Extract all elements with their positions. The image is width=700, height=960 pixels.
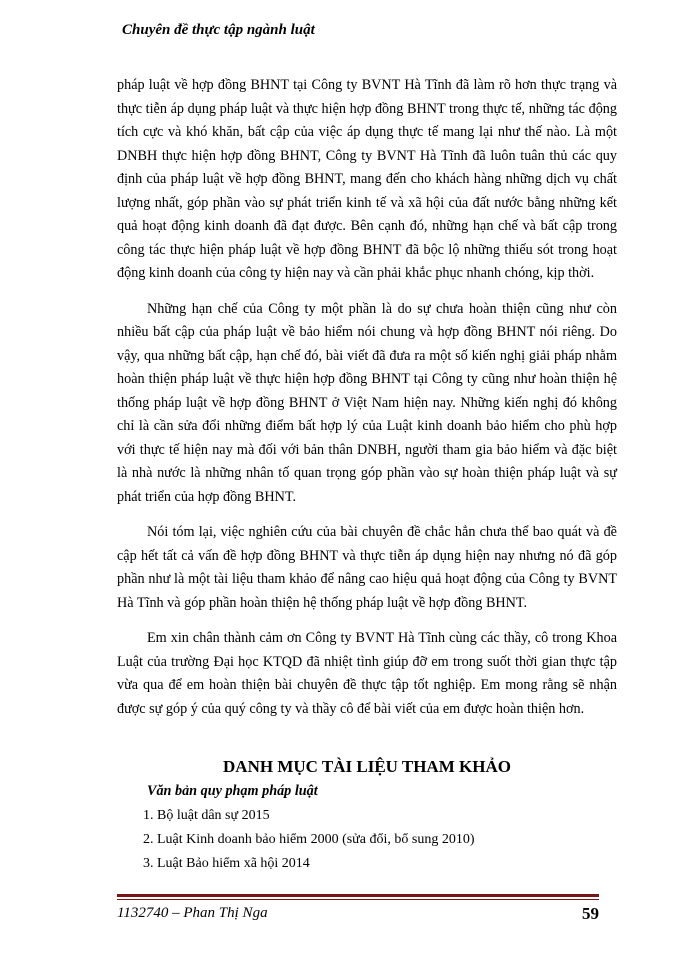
- references-list: [143, 804, 475, 876]
- footer-author: 1132740 – Phan Thị Nga: [117, 905, 268, 921]
- reference-item: 3. Luật Bảo hiểm xã hội 2014: [143, 856, 310, 871]
- body-text: [117, 74, 617, 733]
- paragraph: Nói tóm lại, việc nghiên cứu của bài chuyên đề chắc hẳn chưa thể bao quát và đề cập hết tất cả vấn đề hợp đồng BHNT và thực tiễn áp dụng hiện nay nhưng nó đã góp phần như là một tài liệu tham khảo để nâng cao hiệu quả hoạt động của Công ty BVNT Hà Tĩnh và góp phần hoàn thiện hệ thống pháp luật về hợp đồng BHNT.: [117, 524, 617, 611]
- reference-item: 1. Bộ luật dân sự 2015: [143, 808, 270, 823]
- footer-rule-thick: [117, 894, 599, 897]
- page-header: Chuyên đề thực tập ngành luật: [122, 22, 315, 38]
- references-subtitle: Văn bản quy phạm pháp luật: [147, 783, 318, 799]
- paragraph: Những hạn chế của Công ty một phần là do sự chưa hoàn thiện cũng như còn nhiều bất cập của pháp luật về bảo hiểm nói chung và hợp đồng BHNT nói riêng. Do vậy, qua những bất cập, hạn chế đó, bài viết đã đưa ra một số kiến nghị giải pháp nhằm hoàn thiện pháp luật về thực hiện hợp đồng BHNT tại Công ty cũng như hoàn thiện hệ thống pháp luật về hợp đồng BHNT ở Việt Nam hiện nay. Những kiến nghị đó không chỉ là cần sửa đổi những điểm bất hợp lý của Luật kinh doanh bảo hiểm cho phù hợp với thực tế hiện nay mà đối với bản thân DNBH, người tham gia bảo hiểm và đặc biệt là nhà nước là những nhân tố quan trọng góp phần vào sự hoàn thiện pháp luật và sự phát triển của hợp đồng BHNT.: [117, 300, 617, 505]
- footer-rule-thin: [117, 899, 599, 900]
- reference-item: 2. Luật Kinh doanh bảo hiểm 2000 (sửa đổi, bổ sung 2010): [143, 832, 475, 847]
- page-number: 59: [582, 904, 599, 923]
- references-title: DANH MỤC TÀI LIỆU THAM KHẢO: [223, 757, 511, 776]
- paragraph: Em xin chân thành cảm ơn Công ty BVNT Hà Tĩnh cùng các thầy, cô trong Khoa Luật của trường Đại học KTQD đã nhiệt tình giúp đỡ em trong suốt thời gian thực tập vừa qua để em hoàn thiện bài chuyên đề thực tập tốt nghiệp. Em mong rằng sẽ nhận được sự góp ý của quý công ty và thầy cô để bài viết của em được hoàn thiện hơn.: [117, 630, 617, 717]
- paragraph: pháp luật về hợp đồng BHNT tại Công ty BVNT Hà Tĩnh đã làm rõ hơn thực trạng và thực tiễn áp dụng pháp luật và thực hiện hợp đồng BHNT trong thực tế, những tác động tích cực và khó khăn, bất cập của việc áp dụng thực tế mang lại như thế nào. Là một DNBH thực hiện hợp đồng BHNT, Công ty BVNT Hà Tĩnh đã luôn tuân thủ các quy định của pháp luật về hợp đồng BHNT, mang đến cho khách hàng những dịch vụ chất lượng nhất, góp phần vào sự phát triển kinh tế và xã hội của đất nước bằng những kết quả hoạt động kinh doanh đã đạt được. Bên cạnh đó, những hạn chế và bất cập trong công tác thực hiện pháp luật về hợp đồng BHNT đã bộc lộ những thiếu sót trong hoạt động kinh doanh của công ty hiện nay và cần phải khắc phục nhanh chóng, kịp thời.: [117, 77, 617, 281]
